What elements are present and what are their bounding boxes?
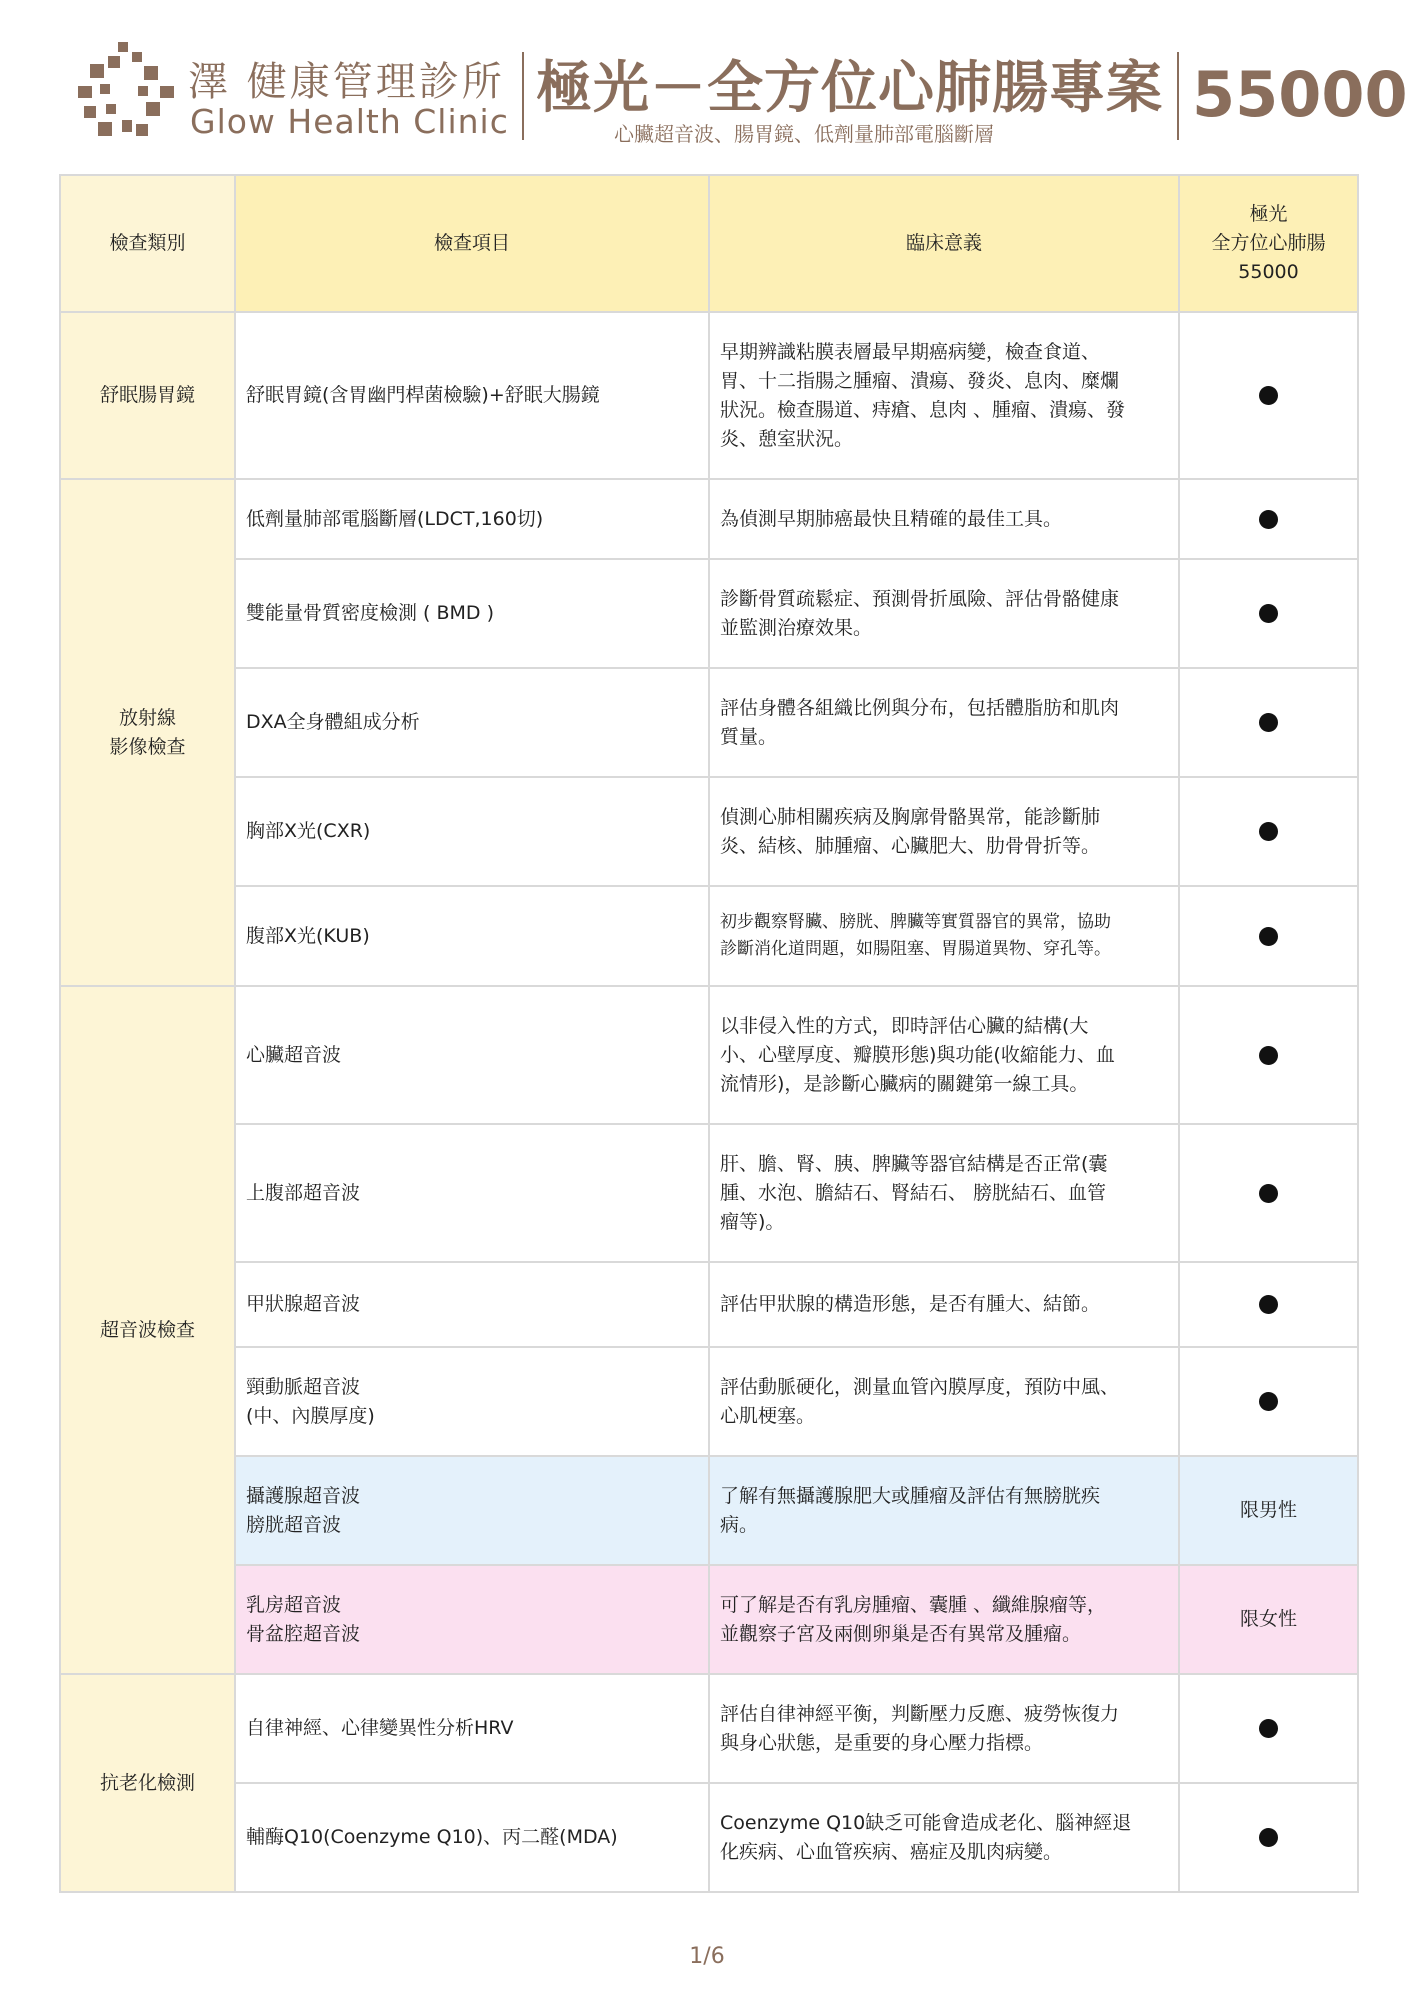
included-cell bbox=[1179, 986, 1358, 1124]
meaning-line: 以非侵入性的方式，即時評估心臟的結構(大 bbox=[720, 1014, 1089, 1037]
included-dot-icon bbox=[1259, 1184, 1278, 1203]
table-row bbox=[60, 886, 1358, 986]
meaning-line: 化疾病、心血管疾病、癌症及肌肉病變。 bbox=[720, 1840, 1063, 1863]
item-cell: 輔酶Q10(Coenzyme Q10)、丙二醛(MDA) bbox=[235, 1783, 709, 1892]
meaning-cell bbox=[709, 559, 1179, 668]
meaning-cell bbox=[709, 1456, 1179, 1565]
meaning-line: 偵測心肺相關疾病及胸廓骨骼異常，能診斷肺 bbox=[720, 805, 1101, 828]
included-cell bbox=[1179, 777, 1358, 886]
meaning-cell bbox=[709, 1783, 1179, 1892]
table-row bbox=[60, 1347, 1358, 1456]
header-plan bbox=[1179, 175, 1358, 312]
restriction-note: 限男性 bbox=[1179, 1456, 1358, 1565]
meaning-line: Coenzyme Q10缺乏可能會造成老化、腦神經退 bbox=[720, 1811, 1132, 1834]
item-cell: 舒眠胃鏡(含胃幽門桿菌檢驗)+舒眠大腸鏡 bbox=[235, 312, 709, 479]
item-cell: 上腹部超音波 bbox=[235, 1124, 709, 1262]
table-row-male-only bbox=[60, 1456, 1358, 1565]
included-cell bbox=[1179, 886, 1358, 986]
included-dot-icon bbox=[1259, 1828, 1278, 1847]
meaning-line: 評估動脈硬化，測量血管內膜厚度，預防中風、 bbox=[720, 1375, 1120, 1398]
meaning-line: 診斷骨質疏鬆症、預測骨折風險、評估骨骼健康 bbox=[720, 587, 1120, 610]
meaning-line: 心肌梗塞。 bbox=[720, 1404, 816, 1427]
meaning-line: 評估甲狀腺的構造形態，是否有腫大、結節。 bbox=[720, 1293, 1101, 1315]
item-cell: 雙能量骨質密度檢測 ( BMD ) bbox=[235, 559, 709, 668]
meaning-line: 流情形)，是診斷心臟病的關鍵第一線工具。 bbox=[720, 1072, 1089, 1095]
item-line: 頸動脈超音波 bbox=[246, 1375, 361, 1398]
restriction-note: 限女性 bbox=[1179, 1565, 1358, 1674]
table-header-row bbox=[60, 175, 1358, 312]
category-cell: 舒眠腸胃鏡 bbox=[60, 312, 235, 479]
table-row bbox=[60, 986, 1358, 1124]
included-cell bbox=[1179, 312, 1358, 479]
item-line: 膀胱超音波 bbox=[246, 1513, 342, 1536]
meaning-line: 狀況。檢查腸道、痔瘡、息肉 、腫瘤、潰瘍、發 bbox=[720, 398, 1126, 421]
meaning-cell bbox=[709, 668, 1179, 777]
included-dot-icon bbox=[1259, 604, 1278, 623]
clinic-logo-icon bbox=[78, 42, 174, 138]
table-row bbox=[60, 1783, 1358, 1892]
item-cell: 心臟超音波 bbox=[235, 986, 709, 1124]
item-cell: DXA全身體組成分析 bbox=[235, 668, 709, 777]
item-line: 攝護腺超音波 bbox=[246, 1484, 361, 1507]
item-cell bbox=[235, 1347, 709, 1456]
page-number: 1/6 bbox=[689, 1944, 725, 1969]
included-cell bbox=[1179, 668, 1358, 777]
item-cell: 胸部X光(CXR) bbox=[235, 777, 709, 886]
table-row bbox=[60, 1262, 1358, 1347]
included-dot-icon bbox=[1259, 1046, 1278, 1065]
included-cell bbox=[1179, 559, 1358, 668]
category-line: 影像檢查 bbox=[109, 735, 186, 758]
item-line: 骨盆腔超音波 bbox=[246, 1622, 361, 1645]
page-header bbox=[0, 0, 1414, 170]
header-meaning: 臨床意義 bbox=[709, 175, 1179, 312]
meaning-line: 評估自律神經平衡，判斷壓力反應、疲勞恢復力 bbox=[720, 1702, 1120, 1725]
included-dot-icon bbox=[1259, 1392, 1278, 1411]
plan-price: 55000 bbox=[1192, 58, 1408, 131]
header-divider bbox=[522, 52, 524, 140]
included-dot-icon bbox=[1259, 386, 1278, 405]
included-cell bbox=[1179, 1347, 1358, 1456]
meaning-cell bbox=[709, 777, 1179, 886]
meaning-line: 診斷消化道問題，如腸阻塞、胃腸道異物、穿孔等。 bbox=[720, 939, 1111, 959]
meaning-line: 早期辨識粘膜表層最早期癌病變，檢查食道、 bbox=[720, 340, 1101, 363]
included-cell bbox=[1179, 479, 1358, 559]
header-category: 檢查類別 bbox=[60, 175, 235, 312]
item-line: (中、內膜厚度) bbox=[246, 1404, 375, 1427]
category-cell: 超音波檢查 bbox=[60, 986, 235, 1674]
meaning-line: 初步觀察腎臟、膀胱、脾臟等實質器官的異常，協助 bbox=[720, 912, 1111, 932]
clinic-name-english: Glow Health Clinic bbox=[190, 102, 509, 141]
item-cell bbox=[235, 1565, 709, 1674]
meaning-cell bbox=[709, 886, 1179, 986]
table-row bbox=[60, 777, 1358, 886]
header-plan-line: 55000 bbox=[1238, 261, 1299, 283]
included-dot-icon bbox=[1259, 927, 1278, 946]
included-cell bbox=[1179, 1124, 1358, 1262]
clinic-name-chinese: 澤 健康管理診所 bbox=[188, 59, 505, 105]
exam-items-table bbox=[59, 174, 1359, 1893]
meaning-cell bbox=[709, 1674, 1179, 1783]
meaning-line: 與身心狀態，是重要的身心壓力指標。 bbox=[720, 1731, 1044, 1754]
header-plan-line: 極光 bbox=[1249, 203, 1288, 225]
table-row-female-only bbox=[60, 1565, 1358, 1674]
item-line: 乳房超音波 bbox=[246, 1593, 342, 1616]
meaning-line: 炎、結核、肺腫瘤、心臟肥大、肋骨骨折等。 bbox=[720, 834, 1101, 857]
meaning-cell bbox=[709, 986, 1179, 1124]
included-dot-icon bbox=[1259, 822, 1278, 841]
included-dot-icon bbox=[1259, 1719, 1278, 1738]
meaning-line: 胃、十二指腸之腫瘤、潰瘍、發炎、息肉、糜爛 bbox=[720, 369, 1120, 392]
table-row bbox=[60, 559, 1358, 668]
header-plan-line: 全方位心肺腸 bbox=[1211, 232, 1326, 254]
item-cell bbox=[235, 1456, 709, 1565]
item-cell: 低劑量肺部電腦斷層(LDCT,160切) bbox=[235, 479, 709, 559]
item-cell: 腹部X光(KUB) bbox=[235, 886, 709, 986]
meaning-line: 炎、憩室狀況。 bbox=[720, 427, 854, 450]
meaning-line: 瘤等)。 bbox=[720, 1210, 785, 1233]
meaning-line: 可了解是否有乳房腫瘤、囊腫 、纖維腺瘤等， bbox=[720, 1593, 1107, 1616]
table-row bbox=[60, 668, 1358, 777]
included-dot-icon bbox=[1259, 510, 1278, 529]
table-row bbox=[60, 1674, 1358, 1783]
plan-subtitle: 心臟超音波、腸胃鏡、低劑量肺部電腦斷層 bbox=[614, 122, 994, 146]
included-dot-icon bbox=[1259, 1295, 1278, 1314]
meaning-line: 並觀察子宮及兩側卵巢是否有異常及腫瘤。 bbox=[720, 1622, 1082, 1645]
meaning-line: 了解有無攝護腺肥大或腫瘤及評估有無膀胱疾 bbox=[720, 1484, 1101, 1507]
meaning-line: 肝、膽、腎、胰、脾臟等器官結構是否正常(囊 bbox=[720, 1152, 1108, 1175]
category-cell bbox=[60, 479, 235, 986]
meaning-cell bbox=[709, 312, 1179, 479]
meaning-line: 病。 bbox=[720, 1513, 759, 1536]
included-cell bbox=[1179, 1262, 1358, 1347]
meaning-cell bbox=[709, 479, 1179, 559]
meaning-line: 小、心壁厚度、瓣膜形態)與功能(收縮能力、血 bbox=[720, 1043, 1115, 1066]
header-item: 檢查項目 bbox=[235, 175, 709, 312]
meaning-line: 為偵測早期肺癌最快且精確的最佳工具。 bbox=[720, 507, 1063, 530]
meaning-line: 腫、水泡、膽結石、腎結石、 膀胱結石、血管 bbox=[720, 1181, 1107, 1204]
table-row bbox=[60, 1124, 1358, 1262]
meaning-line: 質量。 bbox=[720, 725, 778, 748]
included-cell bbox=[1179, 1783, 1358, 1892]
meaning-line: 評估身體各組織比例與分布，包括體脂肪和肌肉 bbox=[720, 696, 1120, 719]
meaning-line: 並監測治療效果。 bbox=[720, 616, 873, 639]
item-cell: 自律神經、心律變異性分析HRV bbox=[235, 1674, 709, 1783]
plan-title: 極光－全方位心肺腸專案 bbox=[536, 56, 1163, 121]
meaning-cell bbox=[709, 1124, 1179, 1262]
included-dot-icon bbox=[1259, 713, 1278, 732]
meaning-cell bbox=[709, 1262, 1179, 1347]
table-row bbox=[60, 312, 1358, 479]
item-cell: 甲狀腺超音波 bbox=[235, 1262, 709, 1347]
category-cell: 抗老化檢測 bbox=[60, 1674, 235, 1892]
table-row bbox=[60, 479, 1358, 559]
category-line: 放射線 bbox=[118, 706, 176, 729]
meaning-cell bbox=[709, 1347, 1179, 1456]
included-cell bbox=[1179, 1674, 1358, 1783]
meaning-cell bbox=[709, 1565, 1179, 1674]
header-divider bbox=[1177, 52, 1179, 140]
